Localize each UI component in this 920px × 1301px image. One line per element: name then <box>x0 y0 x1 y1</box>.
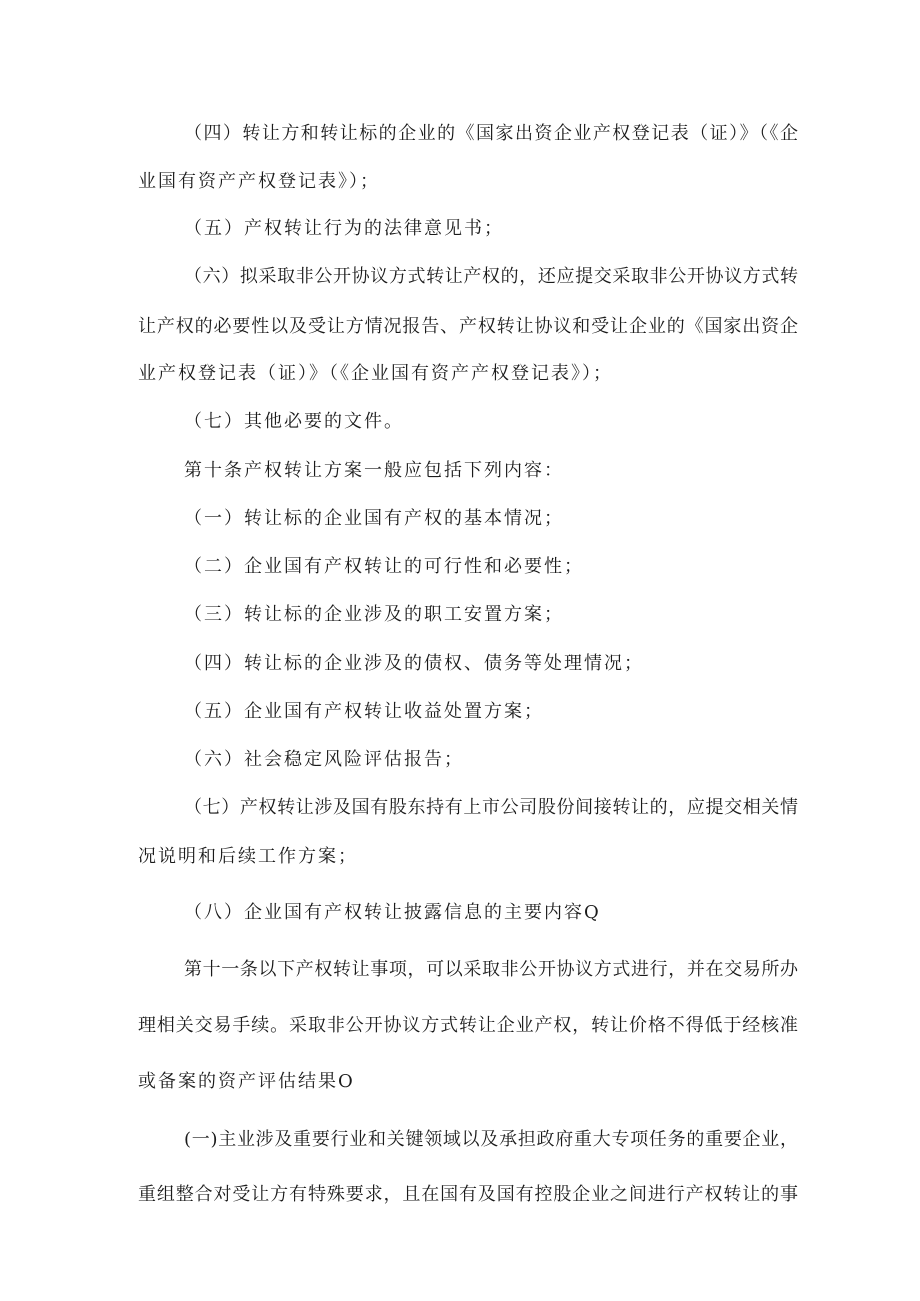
text-line: （八）企业国有产权转让披露信息的主要内容Q <box>184 902 601 923</box>
text-line: 让产权的必要性以及受让方情况报告、产权转让协议和受让企业的《国家出资企 <box>138 316 798 337</box>
text-line: （七）产权转让涉及国有股东持有上市公司股份间接转让的，应提交相关情 <box>184 797 798 818</box>
text-line: （五）产权转让行为的法律意见书； <box>184 218 504 239</box>
text-line: （五）企业国有产权转让收益处置方案； <box>184 701 544 722</box>
text-line: (一)主业涉及重要行业和关键领域以及承担政府重大专项任务的重要企业， <box>184 1129 798 1150</box>
text-line: 第十条产权转让方案一般应包括下列内容： <box>184 460 564 481</box>
text-line: （一）转让标的企业国有产权的基本情况； <box>184 508 564 529</box>
text-line: 业国有资产产权登记表》）； <box>138 171 380 192</box>
text-line: 业产权登记表（证）》（《企业国有资产产权登记表》）； <box>138 363 613 384</box>
text-line: 理相关交易手续。采取非公开协议方式转让企业产权，转让价格不得低于经核准 <box>138 1015 798 1036</box>
text-line: （七）其他必要的文件。 <box>184 411 404 432</box>
text-line: （三）转让标的企业涉及的职工安置方案； <box>184 604 564 625</box>
text-line: 第十一条以下产权转让事项，可以采取非公开协议方式进行，并在交易所办 <box>184 959 798 980</box>
text-line: （二）企业国有产权转让的可行性和必要性； <box>184 556 584 577</box>
text-line: （四）转让方和转让标的企业的《国家出资企业产权登记表（证）》（《企 <box>184 123 798 144</box>
text-line: 重组整合对受让方有特殊要求，且在国有及国有控股企业之间进行产权转让的事 <box>138 1184 798 1205</box>
text-line: 或备案的资产评估结果O <box>138 1071 355 1092</box>
text-line: （六）拟采取非公开协议方式转让产权的，还应提交采取非公开协议方式转 <box>184 266 798 287</box>
text-line: （六）社会稳定风险评估报告； <box>184 749 464 770</box>
text-line: （四）转让标的企业涉及的债权、债务等处理情况； <box>184 653 644 674</box>
text-line: 况说明和后续工作方案； <box>138 846 358 867</box>
